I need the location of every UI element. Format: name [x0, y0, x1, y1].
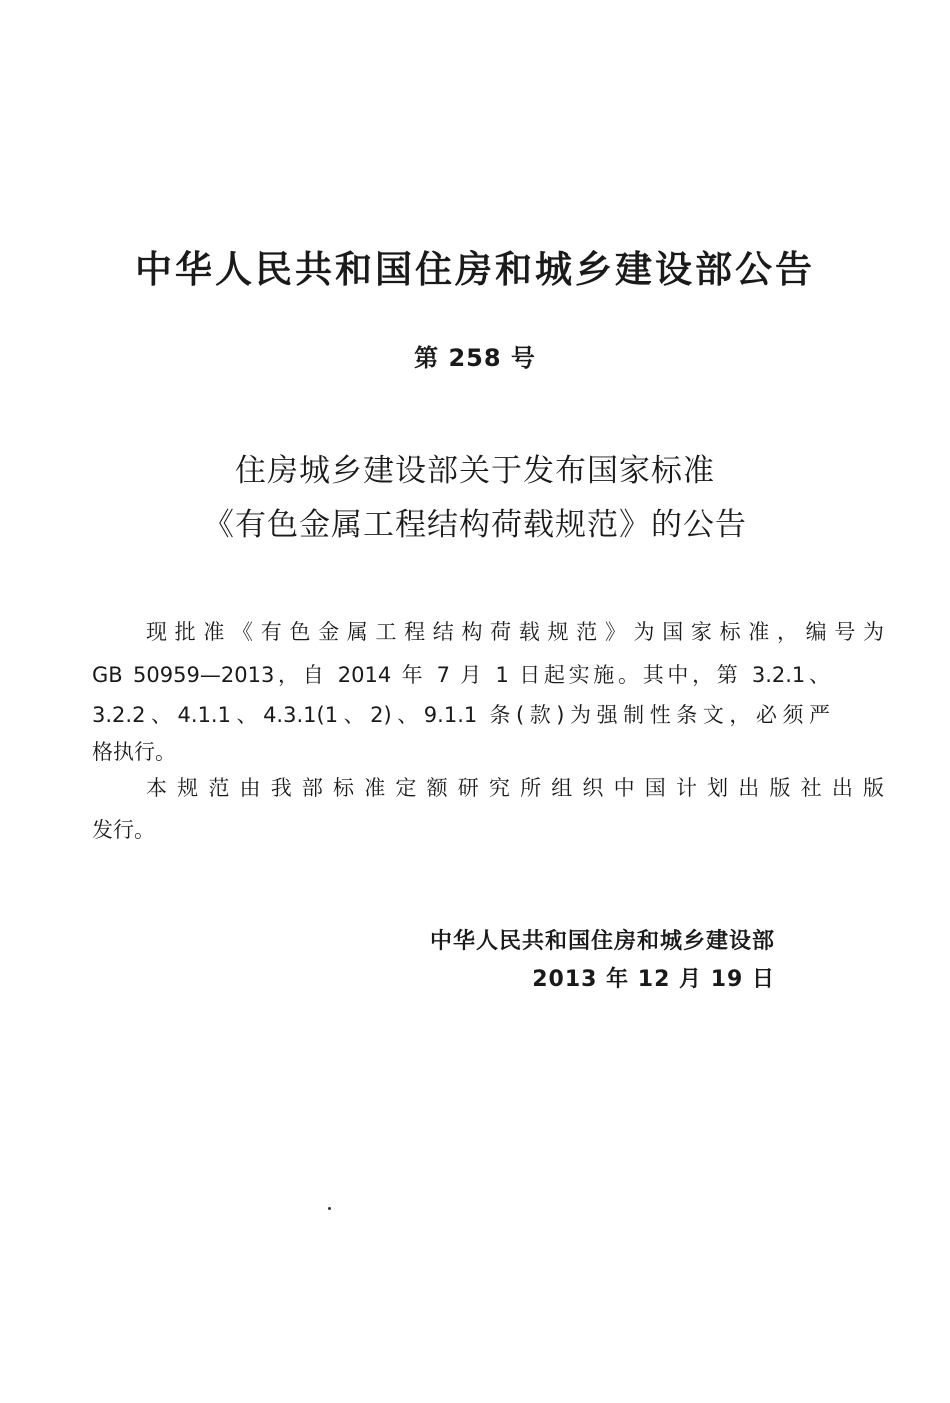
scan-speck: [328, 1207, 331, 1210]
signature-date: 2013 年 12 月 19 日: [532, 967, 775, 992]
subtitle-line-1: 住房城乡建设部关于发布国家标准: [235, 453, 715, 489]
ministry-title: 中华人民共和国住房和城乡建设部公告: [135, 248, 815, 291]
body-line: 发行。: [92, 818, 155, 842]
signer-organization: 中华人民共和国住房和城乡建设部: [429, 929, 775, 954]
body-line: 3.2.2、4.1.1、4.3.1(1、2)、9.1.1 条(款)为强制性条文，必须严: [92, 703, 830, 727]
body-line: GB 50959—2013，自 2014 年 7 月 1 日起实施。其中，第 3.2.1、: [92, 663, 830, 687]
body-line: 本规范由我部标准定额研究所组织中国计划出版社出版: [146, 776, 884, 800]
subtitle-line-2: 《有色金属工程结构荷载规范》的公告: [203, 507, 747, 543]
body-line: 格执行。: [92, 740, 176, 764]
notice-number: 第 258 号: [414, 344, 536, 372]
body-line: 现批准《有色金属工程结构荷载规范》为国家标准，编号为: [146, 620, 884, 644]
